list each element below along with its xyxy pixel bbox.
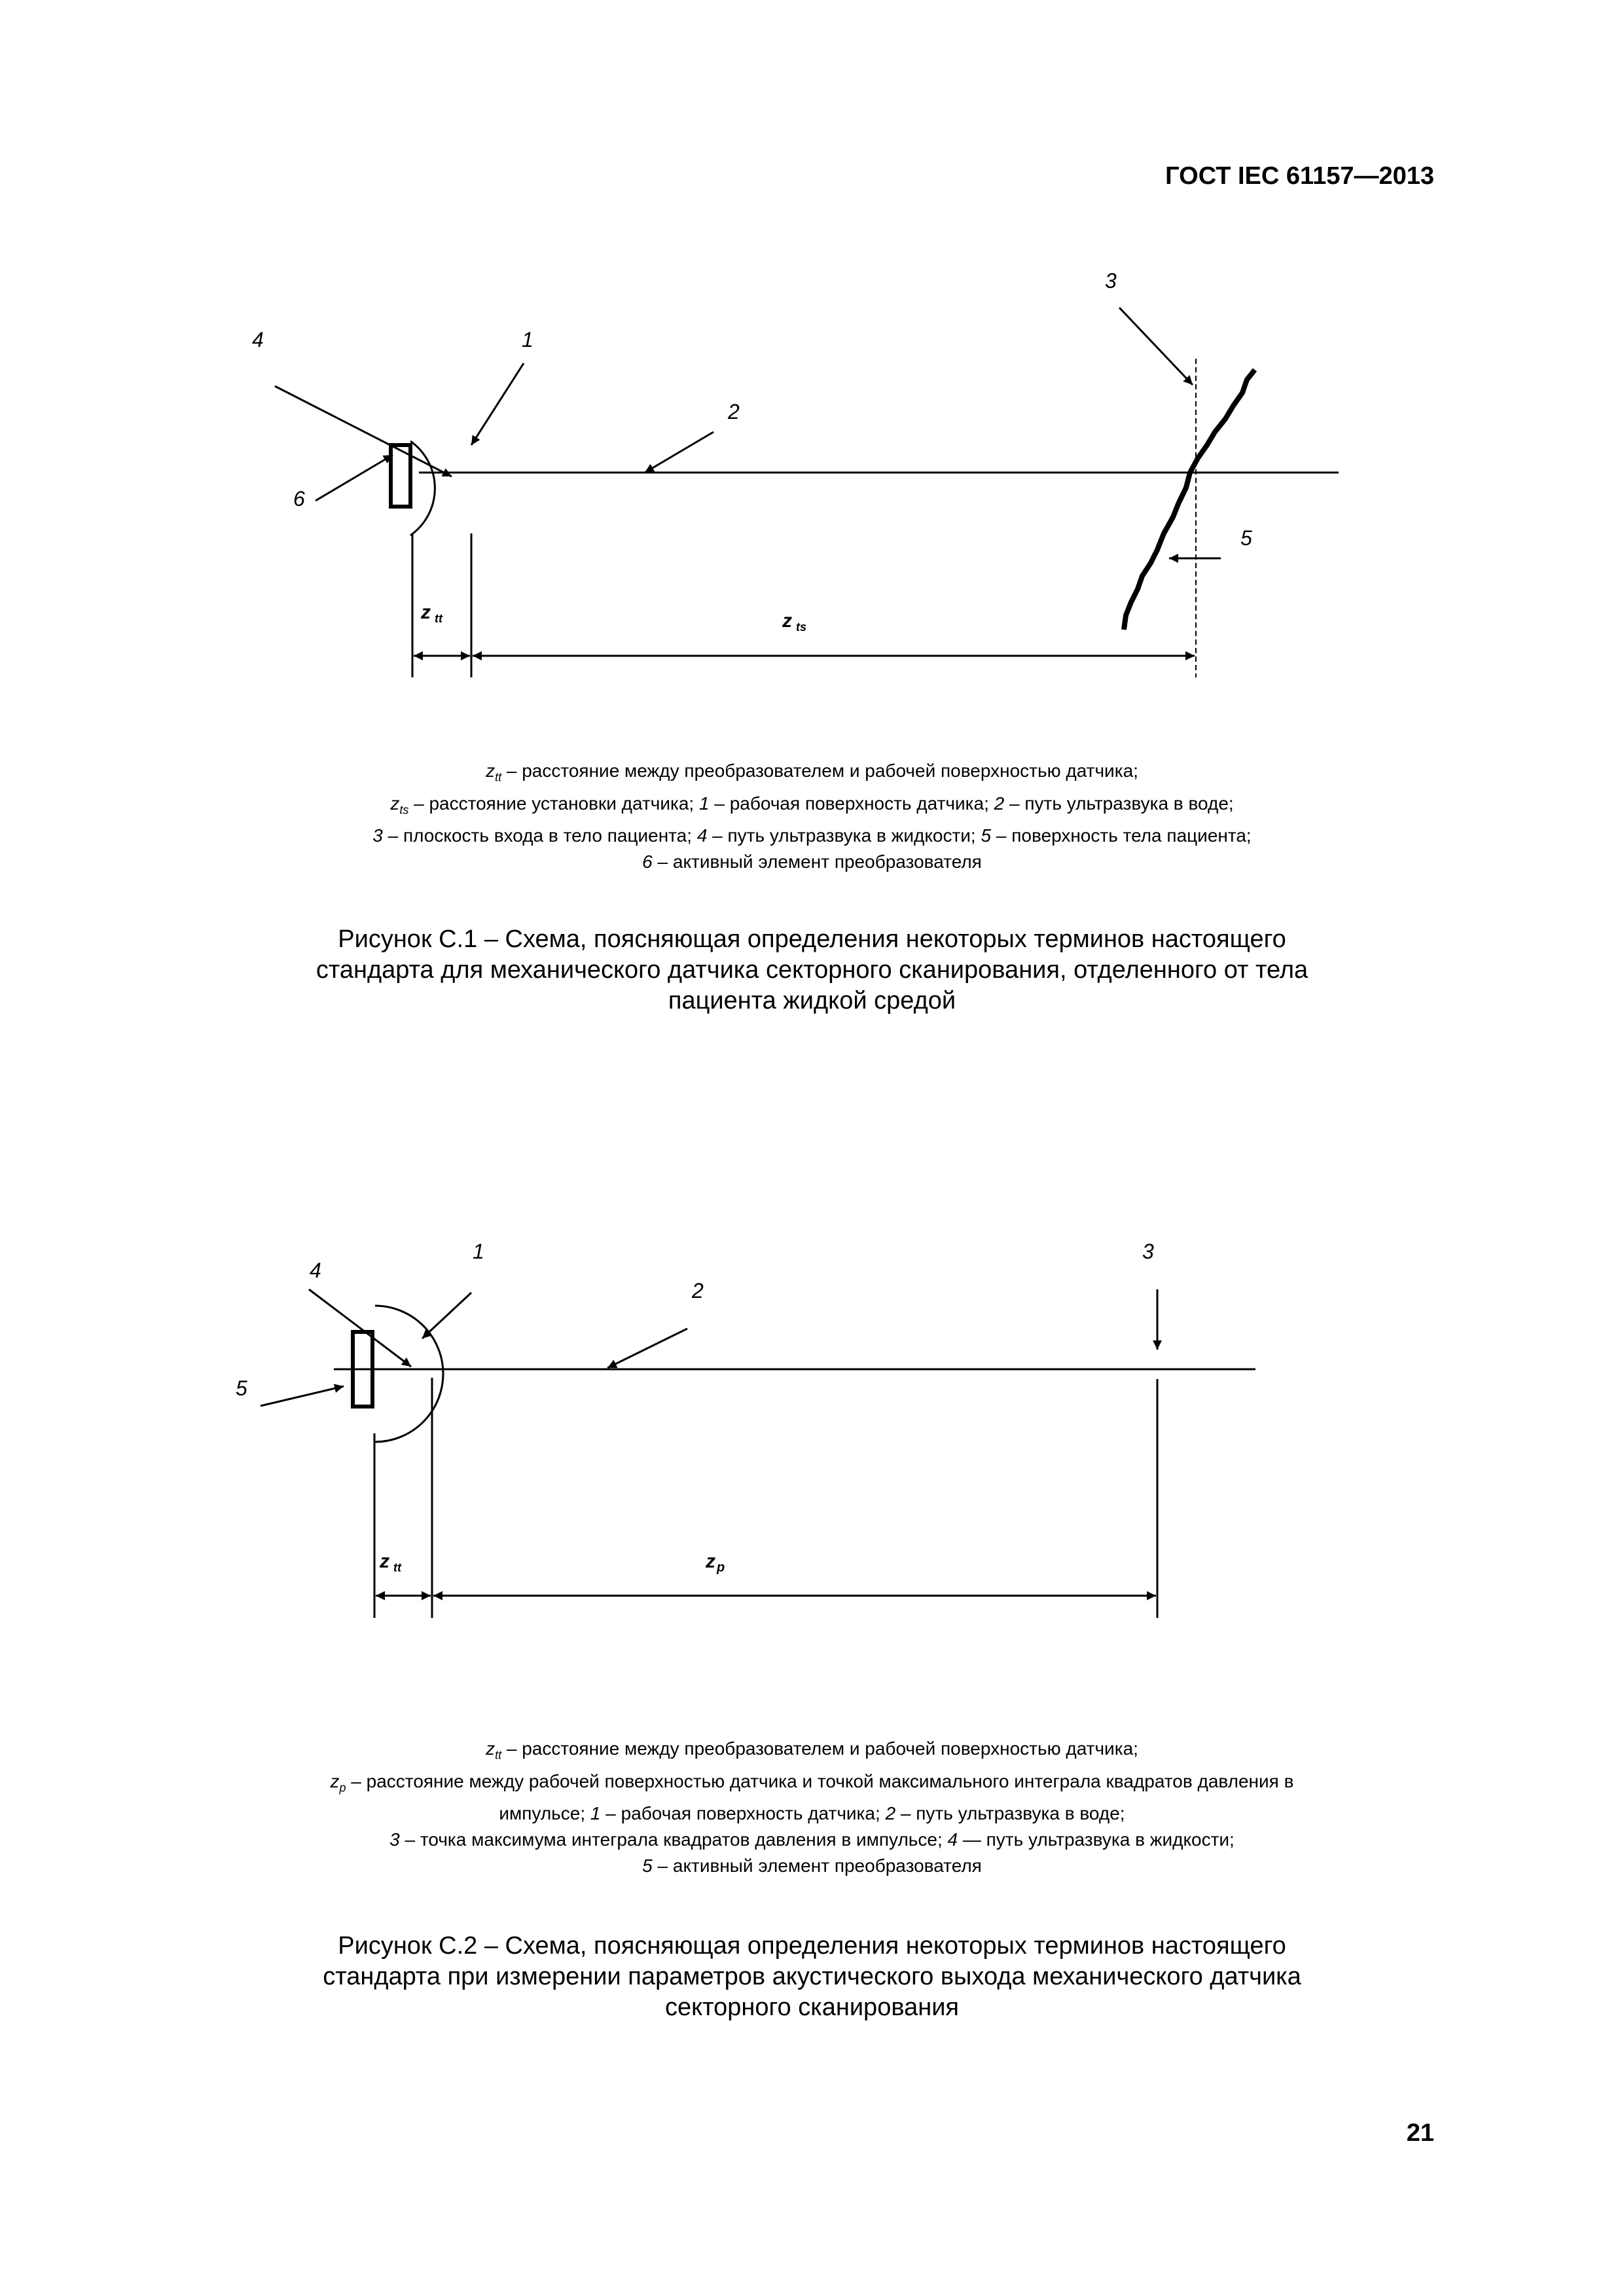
figure-c2-caption <box>196 1931 1428 2023</box>
legend-line: 5 – активный элемент преобразователя <box>642 1856 982 1876</box>
callout-1-arrow <box>471 363 524 445</box>
patient-body-surface <box>1124 370 1255 630</box>
figure-c1-caption <box>196 924 1428 1016</box>
callout-4-arrow <box>309 1289 411 1367</box>
callout-6-arrow <box>316 455 393 501</box>
callout-2: 2 <box>728 400 740 423</box>
callout-1: 1 <box>473 1240 484 1263</box>
callout-3: 3 <box>1142 1240 1154 1263</box>
callout-2-arrow <box>645 432 713 473</box>
callout-5: 5 <box>1240 526 1252 550</box>
figure-c1-legend <box>164 758 1460 875</box>
legend-line: $z_{tt}$ – расстояние между преобразователем и рабочей поверхностью датчика; <box>486 1738 1138 1762</box>
caption-line: стандарта для механического датчика секторного сканирования, отделенного от тела <box>316 956 1308 984</box>
legend-line: 3 – точка максимума интеграла квадратов давления в импульсе; 4 — путь ультразвука в жидкости; <box>389 1829 1235 1850</box>
caption-line: стандарта при измерении параметров акустического выхода механического датчика <box>323 1963 1301 1990</box>
figure-c2 <box>0 1178 1624 2062</box>
legend-line: $z_{tt}$ – расстояние между преобразователем и рабочей поверхностью датчика; <box>486 761 1138 784</box>
figure-c2-diagram <box>0 1178 1624 1636</box>
dim-ztt-label: z $_{tt}$ <box>380 1551 401 1574</box>
callout-1-arrow <box>422 1293 471 1338</box>
legend-line: $z_{ts}$ – расстояние установки датчика; 1 – рабочая поверхность датчика; 2 – путь ультразвука в воде; <box>390 793 1234 817</box>
dim-zp-label: z $_p$ <box>706 1551 725 1575</box>
callout-3-arrow <box>1119 308 1193 385</box>
caption-line: секторного сканирования <box>664 1994 960 2021</box>
callout-4: 4 <box>310 1259 321 1282</box>
callout-1: 1 <box>522 328 533 351</box>
caption-line: Рисунок С.2 – Схема, поясняющая определения некоторых терминов настоящего <box>338 1932 1286 1960</box>
legend-line: импульсе; 1 – рабочая поверхность датчика; 2 – путь ультразвука в воде; <box>499 1803 1125 1824</box>
callout-5-arrow <box>261 1386 344 1406</box>
callout-4: 4 <box>252 328 264 351</box>
figure-c1 <box>0 0 1624 1047</box>
callout-4-arrow <box>275 386 452 476</box>
callout-3: 3 <box>1105 269 1117 293</box>
page-number: 21 <box>1406 2119 1434 2147</box>
callout-5: 5 <box>236 1376 247 1400</box>
legend-line: 6 – активный элемент преобразователя <box>642 852 982 872</box>
dim-ztt-label: z $_{tt}$ <box>421 601 442 625</box>
working-surface-arc <box>410 441 435 535</box>
figure-c2-legend <box>164 1736 1460 1879</box>
legend-line: $z_p$ – расстояние между рабочей поверхностью датчика и точкой максимального интеграла квадратов давления в <box>330 1770 1294 1795</box>
dim-zts-label: z $_{ts}$ <box>782 610 807 634</box>
callout-2-arrow <box>607 1329 687 1368</box>
document-header: ГОСТ IEC 61157—2013 <box>1165 162 1434 190</box>
caption-line: пациента жидкой средой <box>668 987 956 1014</box>
figure-c1-diagram <box>0 0 1624 720</box>
caption-line: Рисунок С.1 – Схема, поясняющая определения некоторых терминов настоящего <box>338 925 1286 953</box>
legend-line: 3 – плоскость входа в тело пациента; 4 – путь ультразвука в жидкости; 5 – поверхность тела пациента; <box>372 825 1252 846</box>
callout-6: 6 <box>293 487 305 511</box>
callout-2: 2 <box>692 1279 704 1302</box>
